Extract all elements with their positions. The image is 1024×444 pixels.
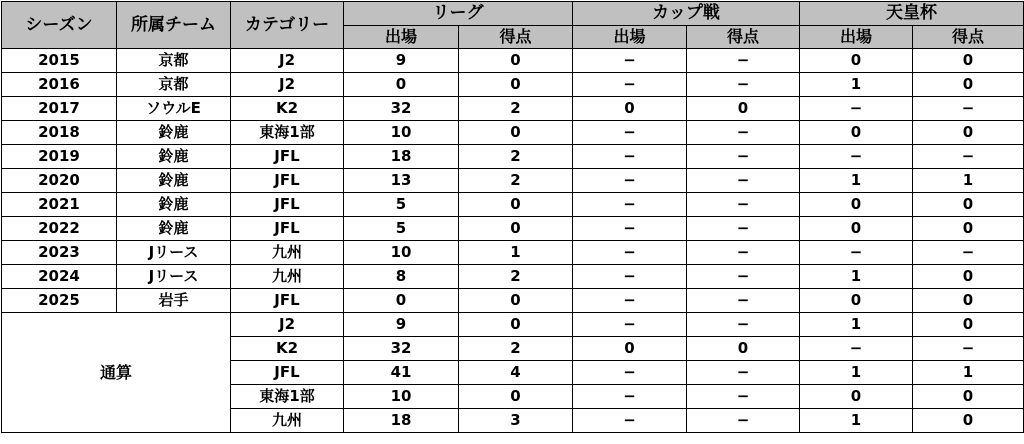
cell-emperor-goals: 0: [913, 73, 1024, 97]
cell-emperor-apps: 1: [800, 361, 913, 385]
cell-cup-apps: 0: [573, 97, 687, 121]
cell-emperor-apps: 1: [800, 73, 913, 97]
cell-league-apps: 0: [344, 289, 459, 313]
cell-league-goals: 2: [459, 145, 573, 169]
cell-team: 京都: [117, 73, 231, 97]
header-cup-apps: 出場: [573, 26, 687, 49]
cell-emperor-goals: 0: [913, 289, 1024, 313]
cell-cup-goals: −: [687, 193, 800, 217]
cell-league-apps: 32: [344, 97, 459, 121]
cell-emperor-apps: 1: [800, 409, 913, 433]
cell-emperor-apps: 0: [800, 49, 913, 73]
cell-category: JFL: [231, 193, 344, 217]
cell-season: 2017: [2, 97, 117, 121]
cell-cup-goals: 0: [687, 337, 800, 361]
cell-cup-apps: −: [573, 49, 687, 73]
cell-category: 東海1部: [231, 121, 344, 145]
cell-league-apps: 41: [344, 361, 459, 385]
cell-league-goals: 2: [459, 265, 573, 289]
header-league-apps: 出場: [344, 26, 459, 49]
cell-cup-goals: −: [687, 145, 800, 169]
cell-team: 鈴鹿: [117, 193, 231, 217]
cell-category: JFL: [231, 361, 344, 385]
cell-league-goals: 0: [459, 217, 573, 241]
cell-emperor-goals: 0: [913, 409, 1024, 433]
cell-emperor-apps: 1: [800, 265, 913, 289]
table-row: [2, 241, 1024, 265]
cell-league-apps: 9: [344, 313, 459, 337]
cell-league-goals: 0: [459, 121, 573, 145]
cell-cup-goals: −: [687, 121, 800, 145]
header-league: リーグ: [344, 2, 573, 26]
table-row: [2, 49, 1024, 73]
cell-emperor-goals: −: [913, 337, 1024, 361]
table-body: [2, 2, 1024, 433]
cell-cup-goals: −: [687, 313, 800, 337]
cell-league-apps: 5: [344, 193, 459, 217]
cell-league-goals: 4: [459, 361, 573, 385]
cell-season: 2025: [2, 289, 117, 313]
cell-season: 2019: [2, 145, 117, 169]
cell-cup-goals: −: [687, 49, 800, 73]
header-cup: カップ戦: [573, 2, 800, 26]
cell-cup-apps: −: [573, 265, 687, 289]
cell-league-apps: 32: [344, 337, 459, 361]
table-row: [2, 73, 1024, 97]
cell-team: 岩手: [117, 289, 231, 313]
header-category: カテゴリー: [231, 2, 344, 49]
cell-cup-goals: −: [687, 409, 800, 433]
cell-emperor-apps: 0: [800, 121, 913, 145]
cell-cup-goals: −: [687, 241, 800, 265]
header-season: シーズン: [2, 2, 117, 49]
cell-season: 2021: [2, 193, 117, 217]
cell-cup-goals: −: [687, 73, 800, 97]
cell-league-goals: 0: [459, 73, 573, 97]
header-cup-goals: 得点: [687, 26, 800, 49]
cell-season: 2018: [2, 121, 117, 145]
cell-season: 2022: [2, 217, 117, 241]
cell-emperor-goals: 1: [913, 169, 1024, 193]
cell-cup-apps: −: [573, 241, 687, 265]
cell-cup-apps: −: [573, 169, 687, 193]
cell-emperor-goals: 0: [913, 385, 1024, 409]
header-emperors-cup: 天皇杯: [800, 2, 1024, 26]
cell-emperor-goals: 0: [913, 313, 1024, 337]
cell-league-apps: 10: [344, 121, 459, 145]
cell-season: 2015: [2, 49, 117, 73]
cell-league-goals: 0: [459, 193, 573, 217]
cell-cup-apps: −: [573, 313, 687, 337]
totals-row: [2, 313, 1024, 337]
cell-emperor-apps: 1: [800, 169, 913, 193]
cell-emperor-apps: 0: [800, 385, 913, 409]
table-row: [2, 121, 1024, 145]
cell-league-goals: 3: [459, 409, 573, 433]
cell-season: 2020: [2, 169, 117, 193]
career-stats-table: [1, 1, 1024, 433]
cell-cup-apps: −: [573, 217, 687, 241]
cell-team: 鈴鹿: [117, 217, 231, 241]
cell-league-apps: 13: [344, 169, 459, 193]
cell-emperor-apps: 0: [800, 193, 913, 217]
cell-category: 東海1部: [231, 385, 344, 409]
cell-team: ソウルE: [117, 97, 231, 121]
cell-league-goals: 0: [459, 313, 573, 337]
cell-category: JFL: [231, 145, 344, 169]
cell-emperor-goals: 0: [913, 193, 1024, 217]
cell-category: JFL: [231, 169, 344, 193]
cell-cup-apps: −: [573, 145, 687, 169]
cell-category: J2: [231, 73, 344, 97]
cell-cup-apps: −: [573, 193, 687, 217]
cell-cup-apps: −: [573, 121, 687, 145]
cell-team: 京都: [117, 49, 231, 73]
cell-league-goals: 2: [459, 169, 573, 193]
header-emperor-goals: 得点: [913, 26, 1024, 49]
cell-emperor-apps: −: [800, 145, 913, 169]
table-row: [2, 169, 1024, 193]
cell-league-apps: 9: [344, 49, 459, 73]
cell-league-goals: 2: [459, 97, 573, 121]
table-row: [2, 193, 1024, 217]
cell-season: 2024: [2, 265, 117, 289]
cell-emperor-apps: −: [800, 337, 913, 361]
table-row: [2, 145, 1024, 169]
cell-league-apps: 5: [344, 217, 459, 241]
cell-team: Jリース: [117, 241, 231, 265]
table-row: [2, 289, 1024, 313]
cell-cup-apps: −: [573, 361, 687, 385]
cell-league-apps: 18: [344, 409, 459, 433]
cell-league-apps: 0: [344, 73, 459, 97]
cell-cup-goals: −: [687, 217, 800, 241]
cell-cup-goals: −: [687, 289, 800, 313]
header-team: 所属チーム: [117, 2, 231, 49]
table-row: [2, 217, 1024, 241]
cell-category: 九州: [231, 409, 344, 433]
cell-category: K2: [231, 337, 344, 361]
cell-team: Jリース: [117, 265, 231, 289]
cell-team: 鈴鹿: [117, 121, 231, 145]
cell-cup-apps: 0: [573, 337, 687, 361]
cell-cup-apps: −: [573, 289, 687, 313]
cell-cup-goals: −: [687, 361, 800, 385]
cell-emperor-goals: 1: [913, 361, 1024, 385]
cell-category: 九州: [231, 265, 344, 289]
cell-emperor-goals: 0: [913, 121, 1024, 145]
cell-league-goals: 0: [459, 385, 573, 409]
cell-category: JFL: [231, 289, 344, 313]
cell-cup-goals: −: [687, 265, 800, 289]
cell-emperor-apps: 1: [800, 313, 913, 337]
cell-category: JFL: [231, 217, 344, 241]
cell-category: K2: [231, 97, 344, 121]
cell-emperor-apps: −: [800, 241, 913, 265]
cell-season: 2016: [2, 73, 117, 97]
cell-emperor-goals: −: [913, 241, 1024, 265]
cell-cup-apps: −: [573, 385, 687, 409]
cell-league-goals: 1: [459, 241, 573, 265]
table-row: [2, 265, 1024, 289]
cell-league-goals: 0: [459, 289, 573, 313]
cell-league-apps: 10: [344, 385, 459, 409]
cell-category: J2: [231, 49, 344, 73]
cell-emperor-goals: 0: [913, 265, 1024, 289]
cell-league-goals: 0: [459, 49, 573, 73]
cell-cup-apps: −: [573, 409, 687, 433]
table-row: [2, 97, 1024, 121]
cell-cup-apps: −: [573, 73, 687, 97]
cell-team: 鈴鹿: [117, 169, 231, 193]
cell-league-apps: 10: [344, 241, 459, 265]
cell-league-apps: 18: [344, 145, 459, 169]
cell-cup-goals: −: [687, 385, 800, 409]
cell-team: 鈴鹿: [117, 145, 231, 169]
cell-cup-goals: 0: [687, 97, 800, 121]
header-emperor-apps: 出場: [800, 26, 913, 49]
cell-cup-goals: −: [687, 169, 800, 193]
cell-emperor-goals: 0: [913, 49, 1024, 73]
cell-emperor-apps: −: [800, 97, 913, 121]
cell-emperor-goals: −: [913, 97, 1024, 121]
cell-category: J2: [231, 313, 344, 337]
cell-emperor-goals: −: [913, 145, 1024, 169]
cell-emperor-goals: 0: [913, 217, 1024, 241]
totals-label: 通算: [2, 313, 231, 433]
cell-league-apps: 8: [344, 265, 459, 289]
cell-emperor-apps: 0: [800, 217, 913, 241]
header-row-1: [2, 2, 1024, 26]
cell-season: 2023: [2, 241, 117, 265]
header-league-goals: 得点: [459, 26, 573, 49]
cell-emperor-apps: 0: [800, 289, 913, 313]
cell-category: 九州: [231, 241, 344, 265]
cell-league-goals: 2: [459, 337, 573, 361]
